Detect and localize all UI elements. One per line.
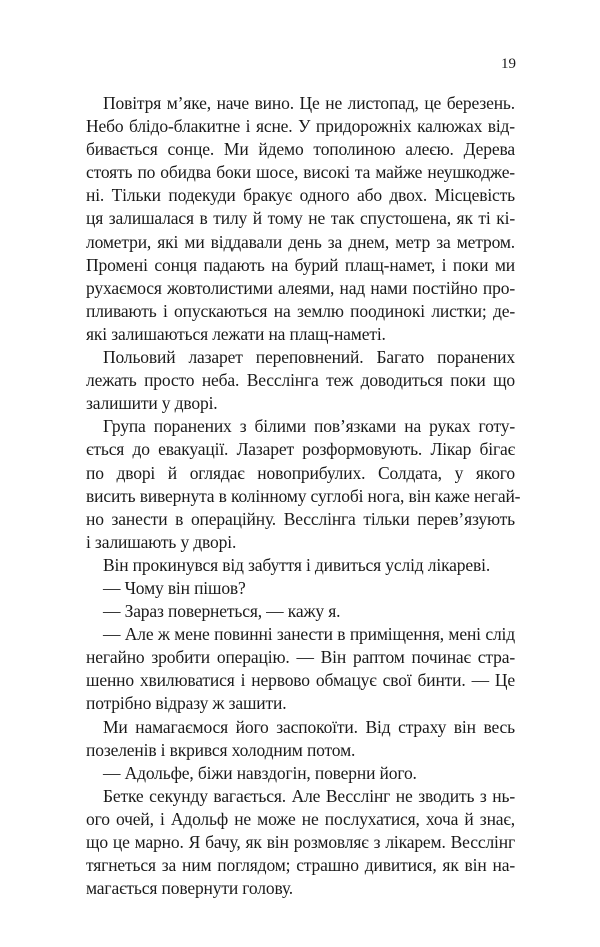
paragraph [86,785,515,900]
text-line: Група поранених з білими пов’язками на руках готу- [103,416,515,437]
text-line: тягнеться за ним поглядом; страшно дивитися, як він на- [86,855,515,876]
paragraph [86,716,515,762]
text-line: Він прокинувся від забуття і дивиться услід лікареві. [103,554,491,575]
text-line: негайно зробити операцію. — Він раптом починає стра- [86,647,515,668]
text-line: шенно хвилюватися і нервово обмацує свої бинти. — Це [86,670,515,691]
text-line: Небо блідо-блакитне і ясне. У придорожніх калюжах від- [86,116,515,137]
text-line: потрібно відразу ж зашити. [86,693,287,714]
text-line: бивається сонце. Ми йдемо тополиною алеєю. Дерева [86,139,515,160]
text-line: які залишаються лежати на плащ-наметі. [86,323,386,344]
paragraph [86,762,515,785]
text-line: і залишають у дворі. [86,531,237,552]
text-line: позеленів і вкрився холодним потом. [86,739,356,760]
text-line: висить вивернута в колінному суглобі нога, він каже негай- [86,485,521,506]
text-line: стоять по обидва боки шосе, високі та майже неушкодже- [86,162,515,183]
body-text [86,92,521,900]
text-line: Повітря м’яке, наче вино. Це не листопад, це березень. [103,93,515,113]
text-line: лежать просто неба. Весслінга теж доводиться поки що [86,370,515,391]
text-line: — Але ж мене повинні занести в приміщення, мені слід [103,624,515,645]
text-line: пливають і опускаються на землю поодинокі листки; де- [86,300,515,321]
text-line: ні. Тільки подекуди бракує одного або двох. Місцевість [86,185,515,206]
text-line: Бетке секунду вагається. Але Весслінг не зводить з нь- [103,785,515,806]
paragraph [86,554,515,577]
text-line: ця залишалася в тилу й тому не так спустошена, як ті кі- [86,208,515,229]
page-number: 19 [501,56,516,72]
paragraph [86,92,515,346]
text-line: Промені сонця падають на бурий плащ-намет, і поки ми [86,254,515,275]
text-line: Польовий лазарет переповнений. Багато поранених [103,347,515,368]
text-line: по дворі й оглядає новоприбулих. Солдата, у якого [86,462,515,483]
text-line: — Зараз повернеться, — кажу я. [103,601,341,622]
text-line: Ми намагаємося його заспокоїти. Від страху він весь [103,716,515,737]
paragraph [86,577,515,600]
text-line: но занести в операційну. Весслінга тільки перев’язують [86,508,515,529]
text-line: залишити у дворі. [86,393,218,414]
paragraph [86,415,521,554]
text-line: — Адольфе, біжи навздогін, поверни його. [103,762,417,783]
text-line: магається повернути голову. [86,878,294,899]
paragraph [86,600,515,623]
text-line: ого очей, і Адольф не може не послухатися, хоча й знає, [86,808,515,829]
text-line: рухаємося жовтолистими алеями, над нами постійно про- [86,277,515,298]
paragraph [86,623,515,715]
paragraph [86,346,515,415]
text-line: що це марно. Я бачу, як він розмовляє з лікарем. Весслінг [86,832,515,852]
text-line: лометри, які ми віддавали день за днем, метр за метром. [86,231,515,252]
text-line: — Чому він пішов? [103,577,246,598]
text-line: ється до евакуації. Лазарет розформовують. Лікар бігає [86,439,515,460]
